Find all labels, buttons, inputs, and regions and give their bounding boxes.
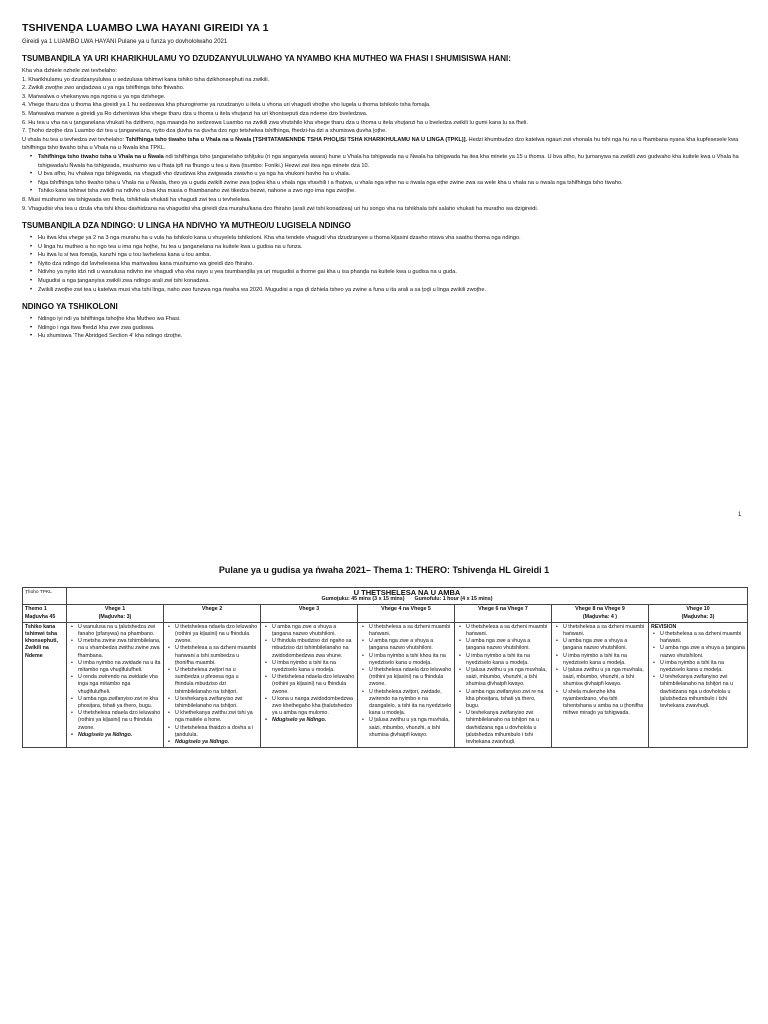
list-item-text: U bva afho, hu vhalwa nga tshigwada, na vhagudi vho dzudzwa kha zwigwada zwavho u ya nga ha vhukoni havho ha u vhala.	[38, 171, 351, 178]
section3-heading: NDINGO YA TSHIKOLONI	[22, 302, 118, 312]
revision-label: REVISION	[651, 623, 677, 630]
numbered-item: 7. Ṱhoho dzoṱhe dza Luambo dzi tea u ṱanganelana, nyito dza ḓuvha na ḓuvha dzo ngo tetshelwa tshifhinga, fhedzi-ha dzi a shumiswa ḓuvha ḽoṱhe.	[22, 128, 387, 135]
list-item: • Hu shumiswa 'The Abridged Section 4' kha ndingo dzoṱhe.	[38, 332, 750, 341]
list-item: • U thetshelesa zwiṱori, zwidade, zwirendo na nyimbo e na dzangalelo, a tshi ita na nyedziselo kana u modeḽa.	[369, 689, 452, 718]
list-item: • U thetshelesa a sa dzheni muambi haṅwani.	[369, 624, 452, 638]
list-item: • U thetshelesa zwiṱori na u sumbedza u pfesesa nga u fhindula mbudziso dzi tshimbilelanaho na tshiṱori.	[175, 667, 258, 696]
column-header	[164, 605, 261, 622]
teaching-intro: U vhala hu tea u tevhedza zwi tevhelaho:	[22, 136, 126, 143]
table-row	[23, 622, 748, 747]
list-item-assessment: • Ndugiselo ya Ndingo.	[175, 739, 258, 746]
section1-numbered-list	[22, 76, 750, 136]
table-cell	[67, 622, 164, 747]
list-item: • U fhindula mbudziso dzi ngaho sa mbudziso dzi tshimbilelanaho na zwidodombedzwa zwa vhune.	[272, 638, 355, 660]
page-number: 1	[738, 512, 742, 518]
list-item: • U amba nga zwe a vhuya a ṱangana nazwo vhutshiloni.	[563, 638, 646, 652]
list-item: • U kona u nanga zwidodombedzwa zwo khethegaho kha ṱhalutshedzo ya u amba nga mulomo.	[272, 696, 355, 718]
list-item: • U tevhekanya zwifanyiso zwi tshimbilelanaho na tshiṱori na u davhidzana nga u dovholola u ṱalutshedza mihumbulo i tshi tevhekana zwavhuḓi.	[466, 710, 549, 746]
section2-heading: TSUMBANḒILA DZA NDINGO: U LINGA HA NDIVHO YA MUTHEO/U LUGISELA NDINGO	[22, 221, 351, 231]
week-label: Vhege 3	[298, 606, 320, 613]
timing-a: Gumoṱuku: 45 mins (3 x 15 mins)	[321, 596, 405, 603]
timing-line	[69, 596, 745, 603]
numbered-item: 2. Zwikili zwoṱhe zwo anḓadzwa u ya nga tshifhinga tsho fhiwaho.	[22, 85, 185, 92]
week-label: Vhege 6 na Vhege 7	[478, 606, 528, 613]
list-item: • U thetshelesa a sa dzheni muambi haṅwani.	[466, 624, 549, 638]
cell-list	[651, 631, 745, 710]
document-title: TSHIVENḒA LUAMBO LWA HAYANI GIREIDI YA 1	[22, 22, 269, 34]
list-item: • U thetshelesa ndaela dzo leluwaho (rothini ya kiḽasini) na u fhindula zwone.	[272, 674, 355, 696]
list-item: • U thetshelesa ndaela dzo leluwaho (rothini ya kiḽasini) na u fhindula zwone.	[369, 667, 452, 689]
list-item: • U thetshelesa a sa dzheni muambi haṅwani.	[563, 624, 646, 638]
timing-b: Gumofulu: 1 hour (4 x 15 mins)	[414, 596, 493, 603]
cell-list	[69, 624, 161, 739]
numbered-item: 4. Vhege tharu dza u thoma kha gireidi ya 1 hu sedzeswa kha phurogireme ya nzudzanyo u itela u vhona uri vhagudi vhoṱhe vho lugela u thoma tshikolo tsha fomaḽa.	[22, 102, 431, 109]
teaching-paragraph	[22, 136, 750, 153]
list-item: • U imba nyimbo a tshi ita na nyedziselo kana u modeḽa.	[466, 653, 549, 667]
table-cell	[649, 622, 748, 747]
list-item: • U amba nga zwe a vhuya a ṱangana nazwo vhutshiloni.	[272, 624, 355, 638]
document-subtitle: Gireidi ya 1 LUAMBO LWA HAYANI Pulane ya u funza yo dovhololwaho 2021	[22, 39, 228, 45]
list-item	[38, 179, 750, 188]
list-item: • Zwikili zwoṱhe zwi tea u katelwa musi vha tshi linga, naho zwo funzwa nga ṅwaha wa 2020. Mugudisi a nga ḓi dzhiela tsheo ya zwine a funa u ita arali a sa ṱoḓi u linga zwikili zwoṱhe.	[38, 286, 750, 295]
list-item: • U metsha zwine zwa tshimbilelana, na u vhambedza zwithu zwine zwa fhambana.	[78, 638, 161, 660]
list-item-text: Tshiko kana tshinwi tsha zwikili na ndivho u bva kha masia o fhambanaho zwi tikedza hezwi, nahone a zwo ngo ima nga zwoṱhe.	[38, 188, 356, 195]
teaching-plan-table	[22, 587, 748, 748]
numbered-item: 5. Maṅwalwa maṅwe a gireidi ya Ro dzheniswa kha vhege tharu dza u thoma u itela vhuṱanzi ha uri khontseputi dza ndeme dzo bveledzwa.	[22, 110, 368, 117]
term-label: Themo 1	[25, 606, 47, 613]
list-item	[38, 170, 750, 179]
theme-cell	[67, 588, 748, 605]
teaching-bold: Tshifhinga tsho tiwaho tsha u Vhala na u Ṅwala [TSHITATAMENNDE TSHA PHOḼISI TSHA KHARIKHULAMU NA U LINGA (TPKL)].	[125, 136, 468, 143]
main-theme: U THETSHELESA NA U AMBA	[353, 588, 461, 597]
numbered-item: 6. Hu tea u vha na u ṱanganelana vhukati ha dzithero, nga maanḓa ho sedzeswa Luambo na zwikili zwa vhutshilo kha vhege tharu dza u thoma u itela vhuṱanzi ha u bveledza zwikili lu gumi kana lu sa fheli.	[22, 119, 528, 126]
list-item-assessment: • Ndugiselo ya Ndingo.	[272, 717, 355, 724]
numbered-item: 9. Vhagudisi vha tea u dzula vha tshi khou davhidzana na vhagudisi vha gireidi dza murahu/kana dzo fhiraho (arali zwi tshi konadzea) uri hu songo vha na tshikhala tshi salaho vhukati ha muratho wa dzigireidi.	[22, 205, 539, 212]
list-item-bold: Tshifhinga tsho tiwaho tsha u Vhala na u Ṅwala	[38, 153, 164, 160]
list-item: • U thetshelesa a sa dzheni muambi haṅwani.	[660, 631, 745, 645]
list-item: • U imba nyimbo a tshi khou ita na nyedziselo kana u modeḽa.	[369, 653, 452, 667]
table-row	[23, 605, 748, 622]
week-label: Vhege 1	[104, 606, 126, 613]
list-item: • U ṱalusa zwithu u ya nga muvhala, saizi, mbumbo, vhunzhi, a tshi shumisa ḓivhaipfi kwayo.	[369, 717, 452, 739]
list-item: • U thetshelesa ndaela dzo leluwaho (rothini ya kiḽasini) na u fhindula zwone.	[78, 710, 161, 732]
list-item: • Nyito dza ndingo dzi lavhelesesa kha maṅwalwa kana mushumo wa gireidi dzo fhiraho.	[38, 260, 750, 269]
list-item: • U amba nga zwe a vhuya a ṱangana nazwo vhutshiloni.	[369, 638, 452, 652]
list-item: • U imba nyimbo na zwidade na u ita mitambo nga vhuḓifulufheli.	[78, 660, 161, 674]
table-cell	[261, 622, 358, 747]
section1-intro: Kha vha dzhiele nzhele zwi tevhelaho:	[22, 68, 117, 74]
list-item: • U renda zwirendo na zwidade vha inga nga mitambo nga vhuḓifulufheli.	[78, 674, 161, 696]
section2-bullets	[38, 234, 750, 294]
column-header	[649, 605, 748, 622]
topic-cell: Tshiko kana tshimwi tsha khonsephuti, Zwikili na Ndeme	[23, 622, 67, 747]
list-item-assessment: • Ndugiselo ya Ndingo.	[78, 732, 161, 739]
list-item: • U wanulusa na u ṱalutshedza zwi fanaho (pfanywa) na phambano.	[78, 624, 161, 638]
column-header	[67, 605, 164, 622]
list-item: • U ṱalusa zwithu u ya nga muvhala, saizi, mbumbo, vhunzhi, a tshi shumisa ḓivhaipfi kwayo.	[466, 667, 549, 689]
list-item: • U thetshelesa a sa dzheni muambi haṅwani a tshi sumbedza u ṱhonifha muambi.	[175, 645, 258, 667]
days-label: (Maḓuvha: 3)	[681, 613, 715, 620]
teaching-rest: Hedzi khumbudzo dzo katelwa ngauri zwi vhonala hu tshi nga hu na u fhambana nyana kha kupfesesele kwa tshifhinga tsho tiwaho tsha u Vhala na u Ṅwala kha TPKL.	[22, 136, 739, 152]
cell-list	[166, 624, 258, 746]
list-item: • Ndingo i nga itwa fhedzi kha zwe zwa gudiswa.	[38, 324, 750, 333]
list-item: • Ndingo iyi ndi ya tshifhinga tshoṱhe kha Mutheo wa Fhasi.	[38, 315, 750, 324]
list-item: • U shela mulenzhe kha nyambedzano, vha tshi tshentshana u amba na u ṱhonifha mihwe miraḓo ya tshigwada.	[563, 689, 646, 718]
list-item-text: ndi tshifhinga tsho ṱanganelaho tshiṱuku (ri nga anganyela awara) hune u Vhala ha tshigwada na u Ṅwala ha tshigwada ha itea kha minete ya 15 u thoma. U bva afho, hu ṱumanywa na zwikili zwo gudwaho kha kuitele kwa u Vhala ha tshigwada/u Ṅwala ha tshigwada, mushumo wa u fhaṭa ipfi na fhungo u tea u itwa (tsumbo: Foniki.) Hezwi zwi itea nga minete dza 10.	[38, 153, 739, 169]
list-item: • U imba nyimbo a tshi ita na nyedziselo kana u modeḽa.	[272, 660, 355, 674]
cell-list	[360, 624, 452, 739]
numbered-item: 8. Musi mushumo wa tshigwada wo fhela, tshikhala vhukati ha vhagudi zwi tea u tevhelelwa.	[22, 196, 251, 203]
table-cell	[455, 622, 552, 747]
list-item: • U ṱalusa zwithu u ya nga muvhala, saizi, mbumbo, vhunzhi, a tshi shumisa ḓivhaipfi kwayo.	[563, 667, 646, 689]
column-header	[552, 605, 649, 622]
list-item: • U khethekanya zwithu zwi tshi ya nga maitele a hone.	[175, 710, 258, 724]
list-item: • U amba nga zwe a vhuya a ṱangana nazwo vhutshiloni.	[466, 638, 549, 652]
section1-heading: TSUMBANḒILA YA URI KHARIKHULAMU YO DZUDZANYULULWAHO YA NYAMBO KHA MUTHEO WA FHASI I SHUMISISWA HANI:	[22, 54, 511, 63]
section3-bullets	[38, 315, 750, 341]
days-label: (Maḓuvha: 3)	[98, 613, 132, 620]
plan-title: Pulane ya u gudisa ya ṅwaha 2021– Thema 1: THERO: Tshivenḓa HL Gireidi 1	[218, 565, 550, 575]
table-cell	[552, 622, 649, 747]
list-item: • U amba nga zwifanyiso zwi re kha phosiṱara, tshati ya thero, bugu.	[78, 696, 161, 710]
list-item: • U thetshelesa thaidzo a dovha a i ṱandulula.	[175, 725, 258, 739]
column-header	[261, 605, 358, 622]
list-item: • U tevhekanya zwifanyiso zwi tshimbilelanaho na tshiṱori.	[175, 696, 258, 710]
term-header-cell	[23, 605, 67, 622]
week-label: Vhege 2	[201, 606, 223, 613]
week-label: Vhege 8 na Vhege 9	[575, 606, 625, 613]
list-item: • U thetshelesa ndaela dzo leluwaho (rothini ya kiḽasini) na u fhindula zwone.	[175, 624, 258, 646]
cell-list	[554, 624, 646, 718]
column-header	[455, 605, 552, 622]
document-page-2	[0, 555, 768, 1024]
cell-list	[263, 624, 355, 725]
table-cell	[164, 622, 261, 747]
cell-list	[457, 624, 549, 746]
list-item	[38, 187, 750, 196]
list-item: • U amba nga zwifanyiso zwi re na kha phosiṱara, tshati ya thero, bugu.	[466, 689, 549, 711]
list-item: • U imba nyimbo a tshi ita na nyedziselo kana u modeḽa.	[563, 653, 646, 667]
list-item-text: Nga tshifhinga tsho tiwaho tsha u Vhala na u Ṅwala, theo ya u guda zwikili zwine zwa ṱoḓea kha u vhala nga vhavhili i a fhaṭwa, u vhala nga eṭhe na u ṅwala nga eṭhe zwine zwa sa wele kha u vhala na u ṅwala nga tshifhinga tsho tiwaho.	[38, 179, 623, 186]
numbered-item: 3. Maṅwalwa o vhekanywa nga ngona u ya nga dzivhege.	[22, 93, 166, 100]
week-label: Vhege 4 na Vhege 5	[381, 606, 431, 613]
list-item	[38, 153, 750, 170]
week-label: Vhege 10	[686, 606, 710, 613]
section1-bullets	[38, 153, 750, 196]
list-item: • U amba nga zwe a vhuya a ṱangana nazwo vhutshiloni.	[660, 645, 745, 659]
list-item: • U tevhekanya zwifanyiso zwi tshimbilelanaho na tshiṱori na u davhidzana nga u dovholola u ṱalutshedza mihumbulo i tshi tevhekana zwavhuḓi.	[660, 674, 745, 710]
table-row	[23, 588, 748, 605]
list-item: • Ndivho ya nyito idzi ndi u wanulusa ndivho ine vhagudi vha vha nayo u yea tsumbanḓila ya uri mugudisi a thome gai kha u isa phanḓa na kuitele kwa u gudisa na u guda.	[38, 268, 750, 277]
column-header	[358, 605, 455, 622]
list-item: • Hu itwa kha vhege ya 2 na 3 nga murahu ha u vula ha tshikolo kana u vhuyelela tshikoloni. Kha vha tendele vhagudi vha dzudzanyee u thoma kiḽasini dzavho ntswa vha saathu thoma nga ndingo.	[38, 234, 750, 243]
table-cell	[358, 622, 455, 747]
numbered-item: 1. Kharikhulamu yo dzudzanyululwa u sedzulusa tshimwi kana tshiko tsha dzikhonsephuti na zwikili.	[22, 76, 270, 83]
list-item: • U imba nyimbo a tshi ita na nyedziselo kana u modeḽa.	[660, 660, 745, 674]
days-label: (Maḓuvha: 4 )	[582, 613, 618, 620]
days-label: Maḓuvha 45	[25, 613, 56, 620]
list-item: • Hu itwa lu si twa fomaḽa, kanzhi nga u tou lavhelesa kana u tou amba.	[38, 251, 750, 260]
tpkl-label: Ṱhoho TPKL	[23, 588, 67, 605]
list-item: • Mugudisi a nga ṱanganyisa zwikili zwa ndingo arali zwi tshi konadzea.	[38, 277, 750, 286]
list-item: • U linga hu mutheo a ho ngo tea u ima nga hoṱhe, hu tea u ṱanganelana na kuitele kwa u gudisa na u funza.	[38, 243, 750, 252]
